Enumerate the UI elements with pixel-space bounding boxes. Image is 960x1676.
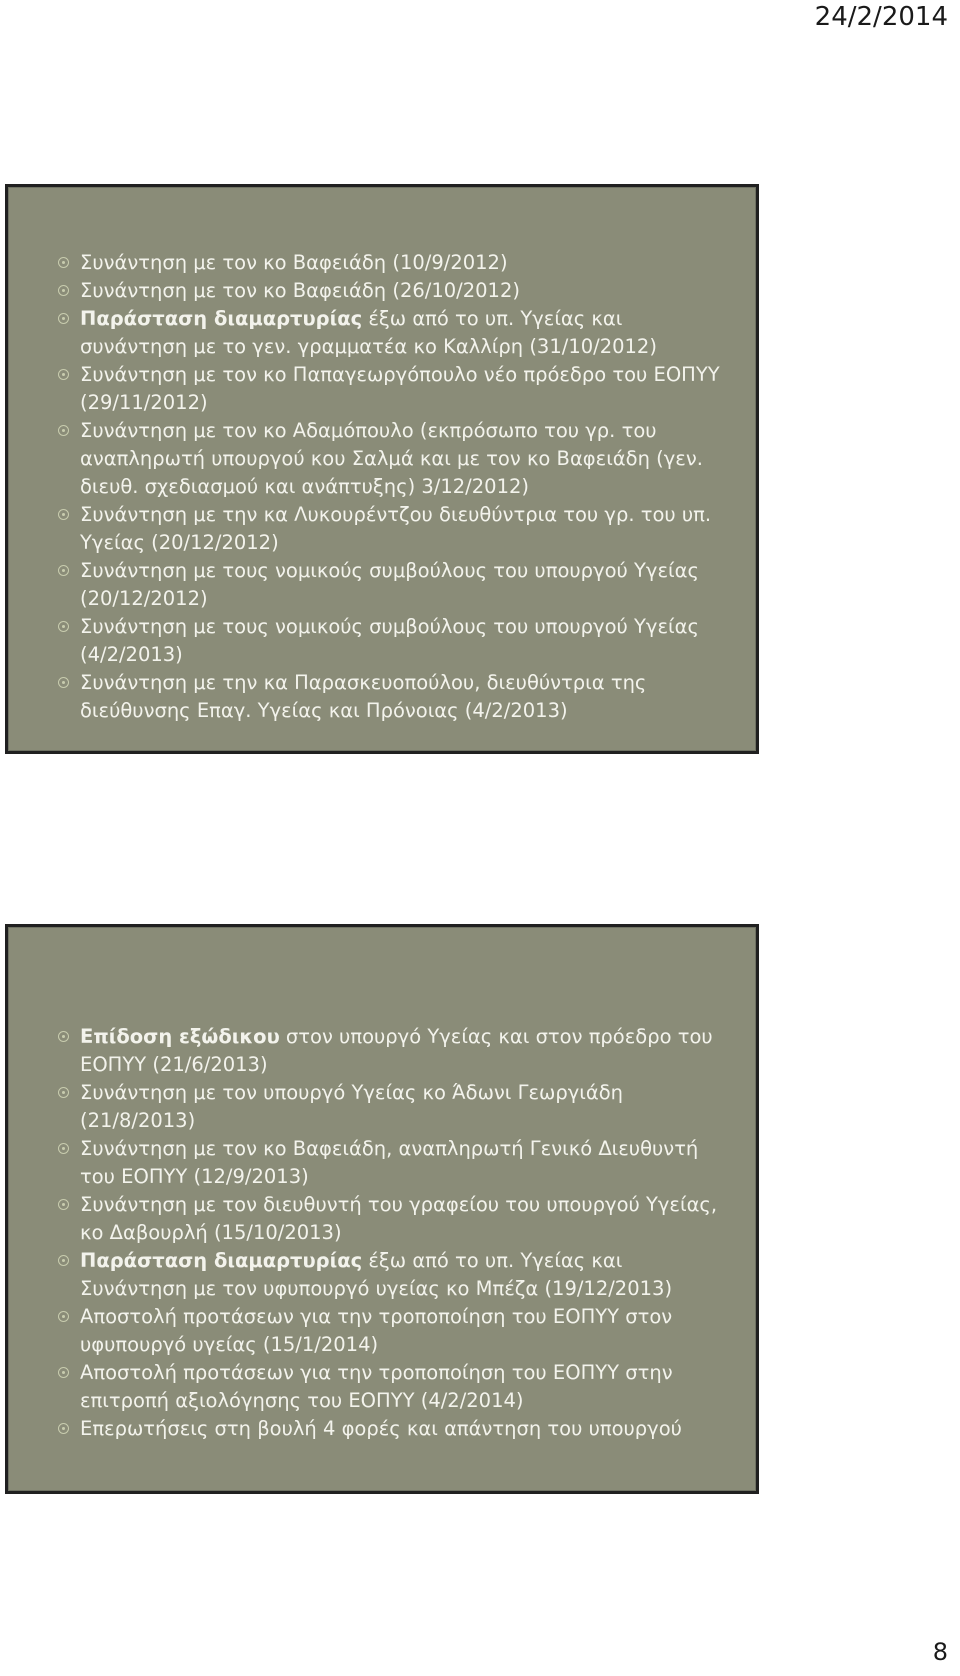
slide-1 xyxy=(5,184,759,754)
slide-2-bullet-list xyxy=(58,1023,720,1443)
bullet-icon xyxy=(58,1031,69,1042)
list-item: Συνάντηση με την κα Παρασκευοπούλου, διευθύντρια της διεύθυνσης Επαγ. Υγείας και Πρόνοιας (4/2/2013) xyxy=(58,669,720,725)
slide-1-bullet-list xyxy=(58,249,720,725)
bullet-icon xyxy=(58,677,69,688)
bullet-icon xyxy=(58,313,69,324)
list-item: Παράσταση διαμαρτυρίας έξω από το υπ. Υγείας και Συνάντηση με τον υφυπουργό υγείας κο Μπέζα (19/12/2013) xyxy=(58,1247,720,1303)
bullet-icon xyxy=(58,621,69,632)
list-item: Συνάντηση με τον κο Παπαγεωργόπουλο νέο πρόεδρο του ΕΟΠΥΥ (29/11/2012) xyxy=(58,361,720,417)
bullet-icon xyxy=(58,257,69,268)
list-item: Συνάντηση με τον υπουργό Υγείας κο Άδωνι Γεωργιάδη (21/8/2013) xyxy=(58,1079,720,1135)
list-item: Συνάντηση με τον διευθυντή του γραφείου του υπουργού Υγείας, κο Δαβουρλή (15/10/2013) xyxy=(58,1191,720,1247)
bullet-icon xyxy=(58,425,69,436)
emphasis-text: Παράσταση διαμαρτυρίας xyxy=(80,1249,363,1272)
bullet-icon xyxy=(58,1087,69,1098)
bullet-icon xyxy=(58,1199,69,1210)
bullet-icon xyxy=(58,509,69,520)
list-item: Αποστολή προτάσεων για την τροποποίηση του ΕΟΠΥΥ στον υφυπουργό υγείας (15/1/2014) xyxy=(58,1303,720,1359)
list-item: Συνάντηση με τον κο Βαφειάδη (10/9/2012) xyxy=(58,249,720,277)
list-item: Συνάντηση με τον κο Αδαμόπουλο (εκπρόσωπο του γρ. του αναπληρωτή υπουργού κου Σαλμά και με τον κο Βαφειάδη (γεν. διευθ. σχεδιασμού και ανάπτυξης) 3/12/2012) xyxy=(58,417,720,501)
page-number: 8 xyxy=(932,1638,948,1666)
bullet-icon xyxy=(58,369,69,380)
emphasis-text: Επίδοση εξώδικου xyxy=(80,1025,280,1048)
bullet-icon xyxy=(58,565,69,576)
bullet-icon xyxy=(58,1311,69,1322)
slide-2 xyxy=(5,924,759,1494)
list-item: Επίδοση εξώδικου στον υπουργό Υγείας και στον πρόεδρο του ΕΟΠΥΥ (21/6/2013) xyxy=(58,1023,720,1079)
bullet-icon xyxy=(58,1367,69,1378)
list-item: Συνάντηση με τον κο Βαφειάδη, αναπληρωτή Γενικό Διευθυντή του ΕΟΠΥΥ (12/9/2013) xyxy=(58,1135,720,1191)
bullet-icon xyxy=(58,1423,69,1434)
list-item: Επερωτήσεις στη βουλή 4 φορές και απάντηση του υπουργού xyxy=(58,1415,720,1443)
page-date: 24/2/2014 xyxy=(814,2,948,32)
list-item: Παράσταση διαμαρτυρίας έξω από το υπ. Υγείας και συνάντηση με το γεν. γραμματέα κο Καλλίρη (31/10/2012) xyxy=(58,305,720,361)
bullet-icon xyxy=(58,285,69,296)
emphasis-text: Παράσταση διαμαρτυρίας xyxy=(80,307,363,330)
list-item: Συνάντηση με την κα Λυκουρέντζου διευθύντρια του γρ. του υπ. Υγείας (20/12/2012) xyxy=(58,501,720,557)
list-item: Συνάντηση με τους νομικούς συμβούλους του υπουργού Υγείας (4/2/2013) xyxy=(58,613,720,669)
bullet-icon xyxy=(58,1143,69,1154)
list-item: Συνάντηση με τον κο Βαφειάδη (26/10/2012) xyxy=(58,277,720,305)
list-item: Συνάντηση με τους νομικούς συμβούλους του υπουργού Υγείας (20/12/2012) xyxy=(58,557,720,613)
bullet-icon xyxy=(58,1255,69,1266)
list-item: Αποστολή προτάσεων για την τροποποίηση του ΕΟΠΥΥ στην επιτροπή αξιολόγησης του ΕΟΠΥΥ (4/2/2014) xyxy=(58,1359,720,1415)
